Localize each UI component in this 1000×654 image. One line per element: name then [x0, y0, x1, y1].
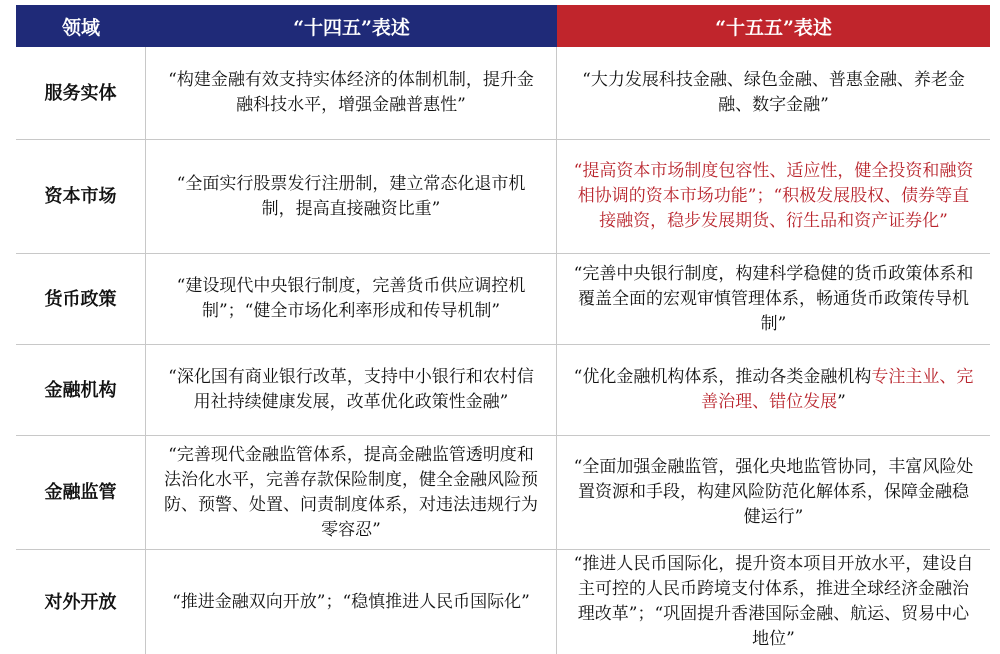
text-15th — [557, 550, 990, 654]
text-15th — [557, 47, 990, 139]
table-row — [16, 550, 990, 654]
text-14th-content: “建设现代中央银行制度，完善货币供应调控机制”；“健全市场化利率形成和传导机制” — [176, 276, 526, 321]
field-label: 服务实体 — [16, 47, 146, 139]
field-label: 资本市场 — [16, 140, 146, 253]
header-14th-plan: “十四五”表述 — [146, 5, 557, 47]
field-label: 货币政策 — [16, 254, 146, 344]
text-14th — [146, 345, 557, 435]
text-14th-content: “构建金融有效支持实体经济的体制机制，提升金融科技水平，增强金融普惠性” — [168, 70, 534, 115]
text-14th-content: “完善现代金融监管体系，提高金融监管透明度和法治化水平，完善存款保险制度，健全金融风险预防、预警、处置、问责制度体系，对违法违规行为零容忍” — [164, 444, 538, 540]
text-15th-content: “优化金融机构体系，推动各类金融机构 — [573, 367, 872, 387]
text-15th — [557, 140, 990, 253]
text-15th — [557, 254, 990, 344]
text-15th-content: “全面加强金融监管，强化央地监管协同，丰富风险处置资源和手段，构建风险防范化解体系，保障金融稳健运行” — [573, 457, 974, 527]
text-15th — [557, 436, 990, 549]
text-15th-content: “大力发展科技金融、绿色金融、普惠金融、养老金融、数字金融” — [582, 70, 965, 115]
header-15th-plan: “十五五”表述 — [557, 5, 990, 47]
text-15th-content: “完善中央银行制度，构建科学稳健的货币政策体系和覆盖全面的宏观审慎管理体系，畅通货币政策传导机制” — [573, 263, 974, 334]
text-15th-closing-quote: ” — [837, 392, 846, 412]
comparison-table — [16, 5, 990, 654]
text-15th-highlight: 专注主业、完善治理、错位发展 — [701, 367, 974, 412]
text-15th — [557, 345, 990, 435]
field-label: 金融机构 — [16, 345, 146, 435]
text-14th — [146, 436, 557, 549]
text-14th-content: “全面实行股票发行注册制，建立常态化退市机制，提高直接融资比重” — [176, 173, 526, 219]
text-15th-content: “推进人民币国际化，提升资本项目开放水平，建设自主可控的人民币跨境支付体系，推进全球经济金融治理改革”；“巩固提升香港国际金融、航运、贸易中心地位” — [573, 554, 974, 649]
text-14th-content: “深化国有商业银行改革，支持中小银行和农村信用社持续健康发展，改革优化政策性金融” — [168, 367, 534, 412]
text-15th-highlight: “提高资本市场制度包容性、适应性，健全投资和融资相协调的资本市场功能”；“积极发展股权、债券等直接融资，稳步发展期货、衍生品和资产证券化” — [573, 161, 974, 231]
table-row — [16, 140, 990, 254]
text-14th-content: “推进金融双向开放”；“稳慎推进人民币国际化” — [172, 591, 530, 612]
header-field: 领域 — [16, 5, 146, 47]
table-row — [16, 254, 990, 345]
text-15th-mixed — [571, 365, 976, 415]
table-row — [16, 436, 990, 550]
table-header — [16, 5, 990, 47]
text-14th — [146, 140, 557, 253]
table-row — [16, 47, 990, 140]
field-label: 金融监管 — [16, 436, 146, 549]
text-14th — [146, 550, 557, 654]
field-label: 对外开放 — [16, 550, 146, 654]
text-14th — [146, 254, 557, 344]
text-14th — [146, 47, 557, 139]
table-row — [16, 345, 990, 436]
